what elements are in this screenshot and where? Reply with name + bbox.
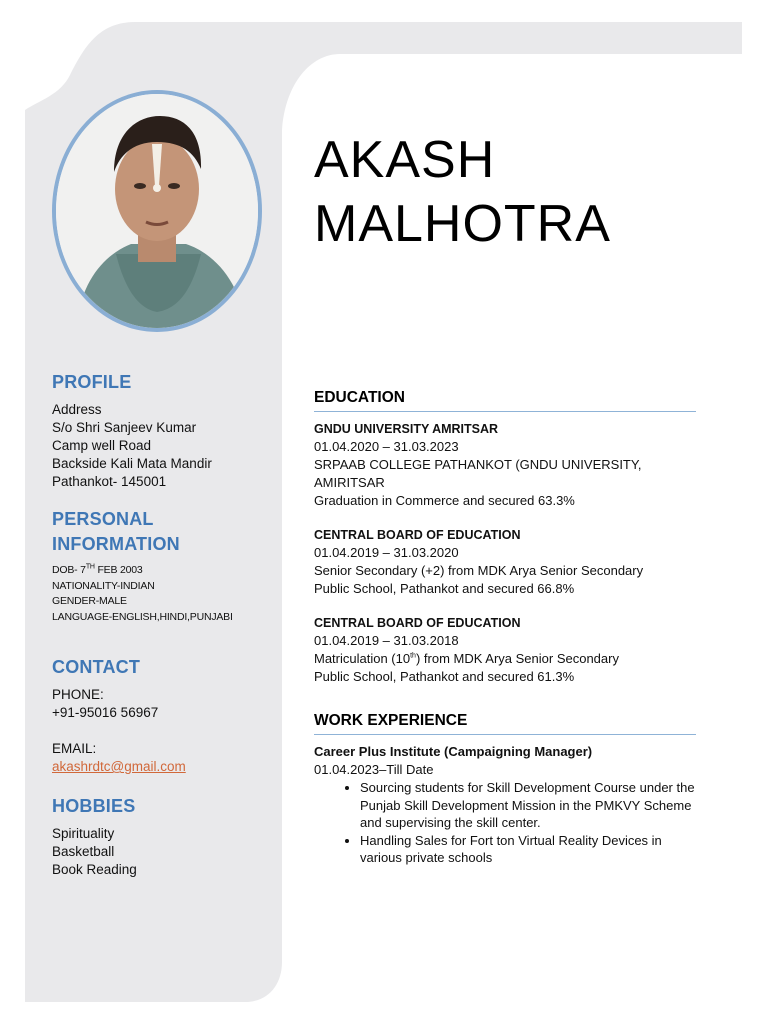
nationality: NATIONALITY-INDIAN bbox=[52, 579, 155, 592]
education-org: GNDU UNIVERSITY AMRITSAR bbox=[314, 422, 499, 436]
contact-section bbox=[52, 655, 277, 776]
hobby-item: Spirituality bbox=[52, 826, 115, 841]
email-link[interactable]: akashrdtc@gmail.com bbox=[52, 759, 186, 774]
education-title: EDUCATION bbox=[314, 388, 696, 412]
work-entry bbox=[314, 743, 696, 867]
phone-label: PHONE: bbox=[52, 687, 104, 702]
work-bullet: • Sourcing students for Skill Development Course under the Punjab Skill Development Mission in the PMKVY Scheme and supervising the skill center. bbox=[360, 779, 696, 832]
education-entry bbox=[314, 526, 696, 598]
education-dates: 01.04.2019 – 31.03.2020 bbox=[314, 545, 459, 560]
education-entry bbox=[314, 420, 696, 510]
education-entry bbox=[314, 614, 696, 686]
work-bullets bbox=[314, 779, 696, 867]
address-line: Camp well Road bbox=[52, 438, 152, 453]
address-line: Address bbox=[52, 402, 102, 417]
hobbies-title: HOBBIES bbox=[52, 796, 136, 816]
address-block bbox=[52, 401, 277, 491]
education-line: AMIRITSAR bbox=[314, 475, 385, 490]
work-dates: 01.04.2023–Till Date bbox=[314, 762, 434, 777]
work-section bbox=[314, 711, 696, 867]
personal-section bbox=[52, 507, 277, 625]
hobby-item: Book Reading bbox=[52, 862, 137, 877]
work-org: Career Plus Institute (Campaigning Manager) bbox=[314, 744, 593, 759]
personal-title bbox=[52, 507, 277, 557]
education-line: Public School, Pathankot and secured 66.8% bbox=[314, 581, 575, 596]
dob: DOB- 7TH FEB 2003 bbox=[52, 563, 143, 576]
personal-details bbox=[52, 563, 277, 625]
profile-section bbox=[52, 370, 277, 491]
address-line: Pathankot- 145001 bbox=[52, 474, 167, 489]
profile-title: PROFILE bbox=[52, 372, 132, 392]
contact-details bbox=[52, 686, 277, 776]
personal-title-line1: PERSONAL bbox=[52, 509, 154, 529]
hobbies-list bbox=[52, 825, 277, 879]
education-line: Matriculation (10th) from MDK Arya Senior Secondary bbox=[314, 651, 619, 666]
education-dates: 01.04.2019 – 31.03.2018 bbox=[314, 633, 459, 648]
work-bullet: • Handling Sales for Fort ton Virtual Reality Devices in various private schools bbox=[360, 832, 696, 867]
candidate-name bbox=[314, 128, 611, 256]
education-line: SRPAAB COLLEGE PATHANKOT (GNDU UNIVERSITY, bbox=[314, 457, 642, 472]
address-line: S/o Shri Sanjeev Kumar bbox=[52, 420, 197, 435]
contact-title: CONTACT bbox=[52, 657, 141, 677]
work-title: WORK EXPERIENCE bbox=[314, 711, 696, 735]
education-line: Public School, Pathankot and secured 61.3% bbox=[314, 669, 575, 684]
hobbies-section bbox=[52, 794, 277, 879]
first-name: AKASH bbox=[314, 131, 496, 189]
education-org: CENTRAL BOARD OF EDUCATION bbox=[314, 528, 521, 542]
phone-number: +91-95016 56967 bbox=[52, 705, 159, 720]
email-label: EMAIL: bbox=[52, 741, 97, 756]
language: LANGUAGE-ENGLISH,HINDI,PUNJABI bbox=[52, 610, 233, 623]
last-name: MALHOTRA bbox=[314, 195, 611, 253]
education-line: Senior Secondary (+2) from MDK Arya Senior Secondary bbox=[314, 563, 644, 578]
address-line: Backside Kali Mata Mandir bbox=[52, 456, 212, 471]
gender: GENDER-MALE bbox=[52, 595, 127, 607]
hobby-item: Basketball bbox=[52, 844, 115, 859]
education-section bbox=[314, 388, 696, 686]
education-line: Graduation in Commerce and secured 63.3% bbox=[314, 493, 575, 508]
profile-photo bbox=[52, 90, 262, 332]
education-dates: 01.04.2020 – 31.03.2023 bbox=[314, 439, 459, 454]
education-org: CENTRAL BOARD OF EDUCATION bbox=[314, 616, 521, 630]
personal-title-line2: INFORMATION bbox=[52, 534, 180, 554]
